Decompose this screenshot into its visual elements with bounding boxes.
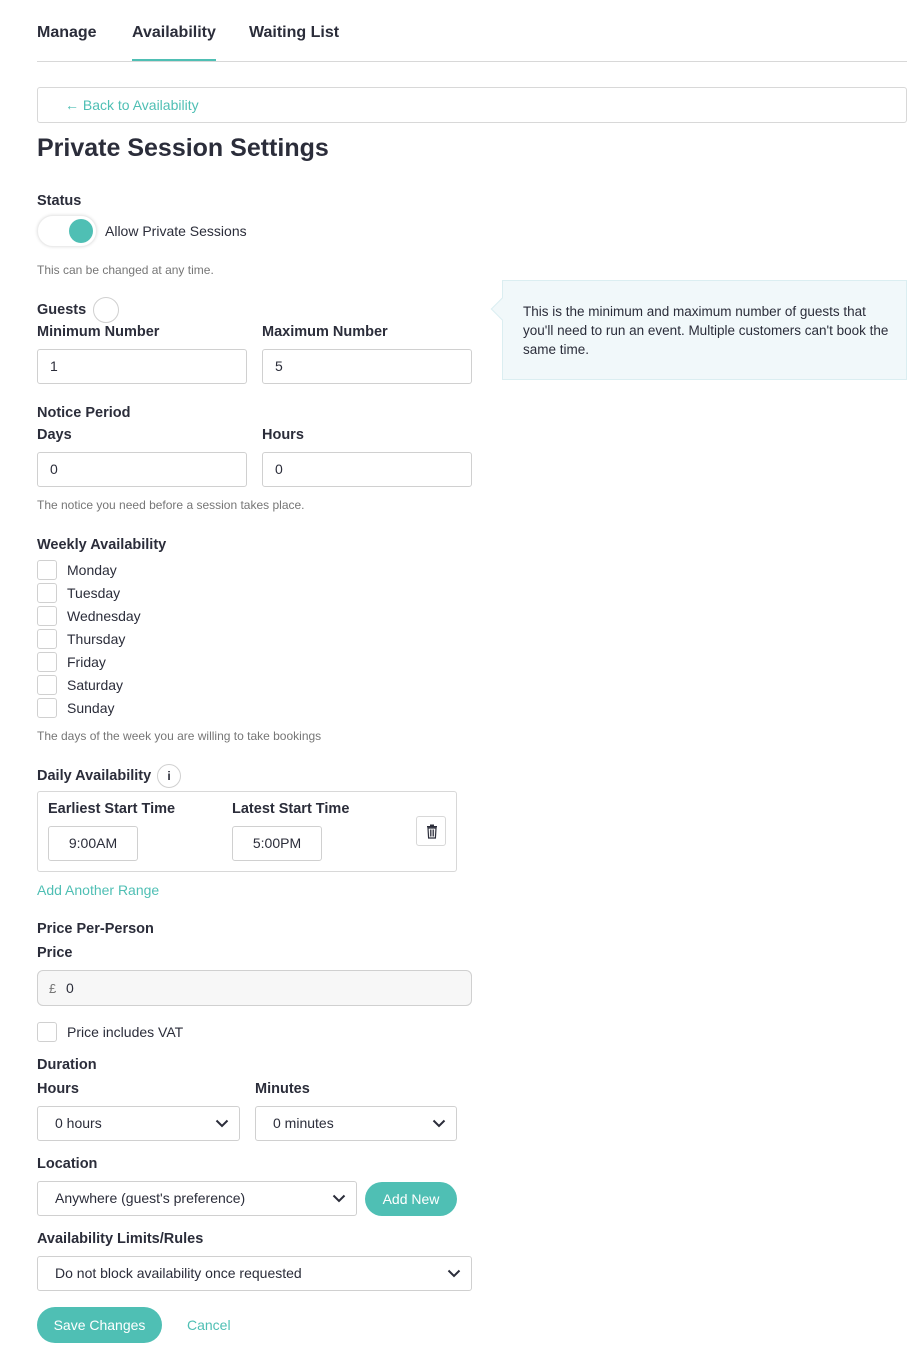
checkbox-label-thursday: Thursday — [67, 631, 126, 647]
checkbox-sunday[interactable] — [37, 698, 57, 718]
price-per-person-label: Price Per-Person — [37, 921, 154, 937]
checkbox-friday[interactable] — [37, 652, 57, 672]
page-title: Private Session Settings — [37, 134, 329, 162]
max-number-input[interactable]: 5 — [262, 349, 472, 384]
duration-minutes-select[interactable] — [255, 1106, 457, 1141]
daily-availability-label: Daily Availability — [37, 768, 152, 784]
checkbox-monday[interactable] — [37, 560, 57, 580]
chevron-down-icon — [215, 1119, 229, 1128]
info-box-arrow — [491, 298, 514, 321]
latest-start-input[interactable]: 5:00PM — [232, 826, 322, 861]
price-label: Price — [37, 945, 73, 961]
checkbox-tuesday[interactable] — [37, 583, 57, 603]
checkbox-saturday[interactable] — [37, 675, 57, 695]
latest-start-label: Latest Start Time — [232, 801, 350, 817]
vat-label: Price includes VAT — [67, 1024, 184, 1040]
availability-limits-value: Do not block availability once requested — [55, 1265, 302, 1281]
add-new-location-button[interactable]: Add New — [365, 1182, 457, 1216]
notice-days-label: Days — [37, 427, 72, 443]
min-number-input[interactable]: 1 — [37, 349, 247, 384]
tab-manage[interactable]: Manage — [37, 24, 97, 41]
availability-limits-select[interactable] — [37, 1256, 472, 1291]
checkbox-price-includes-vat[interactable] — [37, 1022, 57, 1042]
duration-minutes-label: Minutes — [255, 1081, 310, 1097]
price-value: 0 — [66, 980, 74, 996]
notice-period-label: Notice Period — [37, 405, 131, 421]
add-another-range-link[interactable]: Add Another Range — [37, 882, 160, 898]
delete-range-button[interactable] — [416, 816, 446, 846]
min-number-label: Minimum Number — [37, 324, 160, 340]
status-label: Status — [37, 193, 82, 209]
notice-help: The notice you need before a session takes place. — [37, 498, 305, 512]
checkbox-label-sunday: Sunday — [67, 700, 115, 716]
tab-bar — [37, 0, 907, 62]
weekly-availability-label: Weekly Availability — [37, 537, 167, 553]
daily-info-icon[interactable]: i — [157, 764, 181, 788]
tab-availability[interactable]: Availability — [132, 24, 216, 41]
chevron-down-icon — [447, 1269, 461, 1278]
chevron-down-icon — [432, 1119, 446, 1128]
duration-hours-label: Hours — [37, 1081, 79, 1097]
checkbox-label-wednesday: Wednesday — [67, 608, 141, 624]
status-help: This can be changed at any time. — [37, 263, 214, 277]
chevron-down-icon — [332, 1194, 346, 1203]
duration-hours-select[interactable] — [37, 1106, 240, 1141]
duration-hours-value: 0 hours — [55, 1115, 102, 1131]
notice-hours-input[interactable]: 0 — [262, 452, 472, 487]
weekly-help: The days of the week you are willing to take bookings — [37, 729, 322, 743]
price-input[interactable] — [37, 970, 472, 1006]
notice-days-input[interactable]: 0 — [37, 452, 247, 487]
cancel-link[interactable]: Cancel — [187, 1317, 231, 1333]
save-changes-button[interactable]: Save Changes — [37, 1307, 162, 1343]
toggle-knob — [69, 219, 93, 243]
checkbox-label-monday: Monday — [67, 562, 117, 578]
duration-minutes-value: 0 minutes — [273, 1115, 334, 1131]
guests-info-box — [502, 280, 907, 380]
back-to-availability-link[interactable]: ← Back to Availability — [65, 97, 199, 113]
notice-hours-label: Hours — [262, 427, 304, 443]
location-select[interactable] — [37, 1181, 357, 1216]
checkbox-label-saturday: Saturday — [67, 677, 124, 693]
guests-label: Guests — [37, 302, 87, 318]
location-label: Location — [37, 1156, 98, 1172]
currency-symbol: £ — [49, 981, 57, 996]
max-number-label: Maximum Number — [262, 324, 388, 340]
back-bar — [37, 87, 907, 123]
guests-info-text: This is the minimum and maximum number of guests that you'll need to run an event. Multiple customers can't book the same time. — [523, 304, 889, 357]
allow-private-sessions-toggle[interactable] — [37, 215, 97, 247]
earliest-start-label: Earliest Start Time — [48, 801, 176, 817]
checkbox-label-tuesday: Tuesday — [67, 585, 121, 601]
trash-icon — [417, 817, 447, 847]
duration-label: Duration — [37, 1057, 97, 1073]
checkbox-thursday[interactable] — [37, 629, 57, 649]
location-value: Anywhere (guest's preference) — [55, 1190, 246, 1206]
checkbox-wednesday[interactable] — [37, 606, 57, 626]
time-range-row — [37, 791, 457, 872]
tab-waiting-list[interactable]: Waiting List — [249, 24, 340, 41]
earliest-start-input[interactable]: 9:00AM — [48, 826, 138, 861]
toggle-label: Allow Private Sessions — [105, 223, 247, 239]
checkbox-label-friday: Friday — [67, 654, 106, 670]
availability-limits-label: Availability Limits/Rules — [37, 1231, 204, 1247]
guests-info-icon[interactable] — [93, 297, 119, 323]
